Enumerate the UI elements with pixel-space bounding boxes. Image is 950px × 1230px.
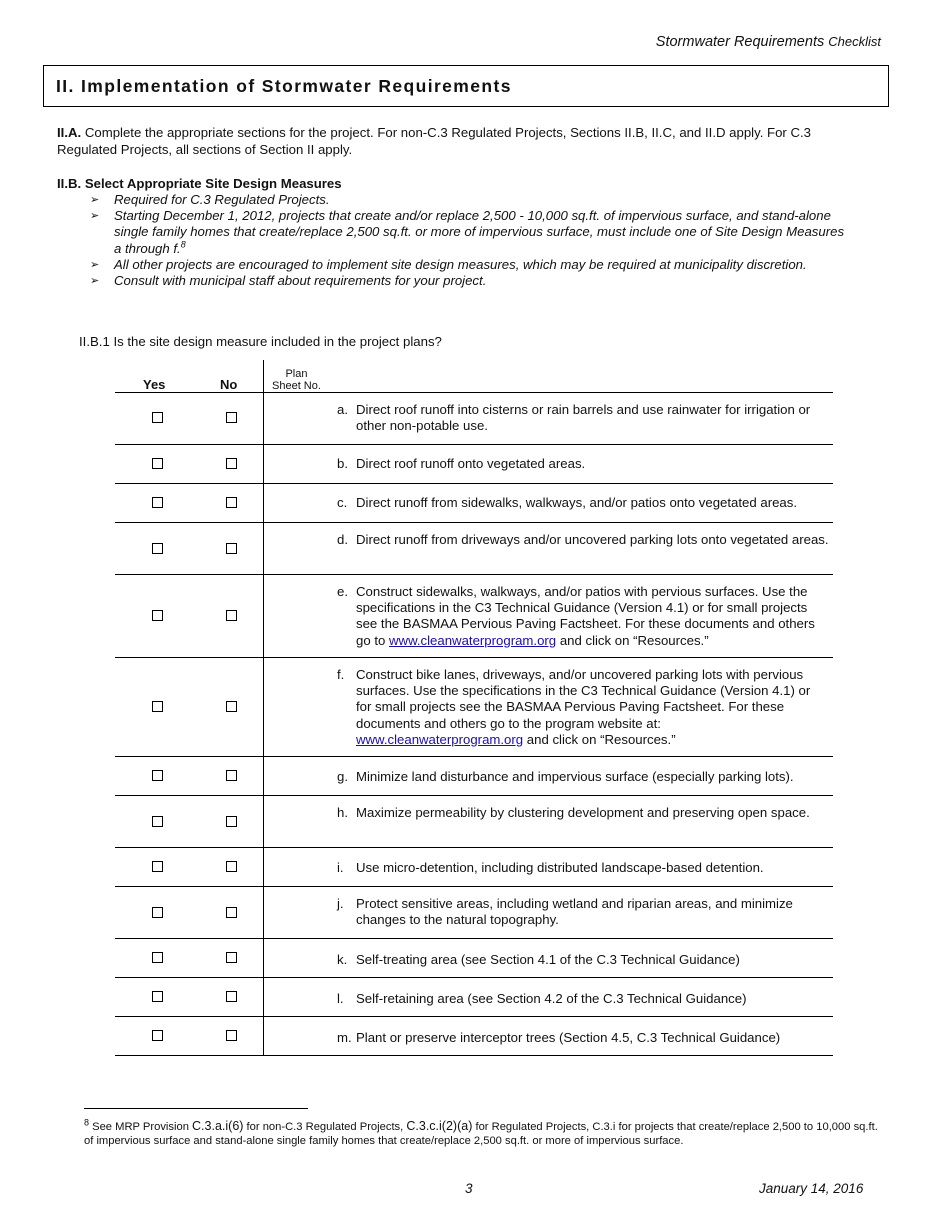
table-row [115,939,833,977]
bullet-text: Required for C.3 Regulated Projects. [114,192,330,207]
table-row [115,523,833,574]
no-checkbox[interactable] [226,991,237,1002]
bullet-item [90,273,848,289]
table-row [115,796,833,847]
resources-link[interactable]: www.cleanwaterprogram.org [389,632,557,648]
table-row [115,757,833,795]
arrow-bullet-icon: ➢ [90,258,100,271]
bullet-text: Starting December 1, 2012, projects that create and/or replace 2,500 - 10,000 sq.ft. of impervious surface, and stand-alone single family homes that create/replace 2,500 sq.ft. or more of impervious surface, must include one of Site Design Measures a through f. [114,208,845,256]
section-title: II. Implementation of Stormwater Requirements [56,76,512,96]
measure-text: f. Construct bike lanes, driveways, and/or uncovered parking lots with pervious surfaces. Use the specifications in the C3 Technical Guidance (Version 4.1) or for small projects see the BASMAA Pervious Paving Factsheet. For these documents and others go to the program website at: www.cleanwaterprogram.org and click on “Resources.” [337,667,811,747]
page-number: 3 [465,1181,473,1196]
measure-text: m. Plant or preserve interceptor trees (Section 4.5, C.3 Technical Guidance) [337,1030,781,1045]
bullet-item [90,257,848,273]
no-checkbox[interactable] [226,610,237,621]
header-title: Stormwater Requirements [655,34,825,50]
no-checkbox[interactable] [226,907,237,918]
table-row [115,1017,833,1055]
yes-checkbox[interactable] [152,861,163,872]
yes-checkbox[interactable] [152,412,163,423]
yes-checkbox[interactable] [152,543,163,554]
no-checkbox[interactable] [226,816,237,827]
table-row [115,484,833,522]
no-checkbox[interactable] [226,412,237,423]
table-row [115,393,833,444]
no-checkbox[interactable] [226,543,237,554]
footnote: $^8$ See MRP Provision C.3.a.i(6) for non-C.3 Regulated Projects, C.3.c.i(2)(a) for Regulated Projects, C.3.i for projects that create/replace 2,500 to 10,000 sq.ft. of impervious surface and stand-alone single family homes that create/replace 2,500 sq.ft. or more of impervious surface. [84,1117,878,1147]
site-design-question: II.B.1 Is the site design measure included in the project plans? [79,334,442,349]
yes-checkbox[interactable] [152,907,163,918]
measure-text: l. Self-retaining area (see Section 4.2 of the C.3 Technical Guidance) [337,991,747,1006]
footnote-separator [84,1108,308,1109]
intro-label: II.A. [57,125,82,140]
arrow-bullet-icon: ➢ [90,194,100,206]
measure-text: k. Self-treating area (see Section 4.1 of the C.3 Technical Guidance) [337,952,740,967]
measure-text: c. Direct runoff from sidewalks, walkways, and/or patios onto vegetated areas. [337,495,798,510]
plan-header-line2: Sheet No. [272,380,321,392]
yes-checkbox[interactable] [152,497,163,508]
footnote-ref: 8 [180,239,186,250]
arrow-bullet-icon: ➢ [90,210,100,223]
program-website-link[interactable]: www.cleanwaterprogram.org [356,731,524,747]
no-checkbox[interactable] [226,952,237,963]
yes-checkbox[interactable] [152,458,163,469]
yes-checkbox[interactable] [152,952,163,963]
table-row [115,658,833,756]
bullet-text: All other projects are encouraged to implement site design measures, which may be required at municipality discretion. [114,256,807,272]
column-header-yes: Yes [143,377,166,392]
footer-date: January 14, 2016 [759,1181,864,1196]
yes-checkbox[interactable] [152,770,163,781]
header-suffix: Checklist [828,34,881,49]
no-checkbox[interactable] [226,861,237,872]
measure-text: a. Direct roof runoff into cisterns or rain barrels and use rainwater for irrigation or other non-potable use. [337,402,811,434]
plan-header-line1: Plan [285,368,308,380]
table-row [115,887,833,938]
no-checkbox[interactable] [226,770,237,781]
bullet-item [90,192,848,208]
measure-text: d. Direct runoff from driveways and/or uncovered parking lots onto vegetated areas. [337,532,829,547]
measure-text: j. Protect sensitive areas, including wetland and riparian areas, and minimize changes to the natural topography. [337,896,793,928]
yes-checkbox[interactable] [152,701,163,712]
table-row [115,575,833,657]
no-checkbox[interactable] [226,497,237,508]
yes-checkbox[interactable] [152,991,163,1002]
arrow-bullet-icon: ➢ [90,275,100,288]
bullet-item [90,208,848,257]
measure-text: h. Maximize permeability by clustering development and preserving open space. [337,805,810,820]
measure-text: b. Direct roof runoff onto vegetated areas. [337,456,586,471]
table-bottom-rule [115,1055,833,1056]
table-row [115,445,833,483]
footnote-number: 8 [84,1117,90,1128]
document-header [656,34,881,50]
no-checkbox[interactable] [226,458,237,469]
measure-text: g. Minimize land disturbance and impervious surface (especially parking lots). [337,769,794,784]
intro-text: Complete the appropriate sections for the project. For non-C.3 Regulated Projects, Sections II.B, II.C, and II.D apply. For C.3 Regulated Projects, all sections of Section II apply. [57,125,812,157]
requirements-bullet-list [90,192,848,289]
table-row [115,848,833,886]
intro-paragraph [57,125,857,158]
no-checkbox[interactable] [226,701,237,712]
yes-checkbox[interactable] [152,1030,163,1041]
section-title-box [43,65,889,107]
column-header-plan-sheet [272,368,321,392]
column-header-no: No [220,377,238,392]
yes-checkbox[interactable] [152,816,163,827]
measure-text: i. Use micro-detention, including distributed landscape-based detention. [337,860,764,875]
measure-text: e. Construct sidewalks, walkways, and/or patios with pervious surfaces. Use the specifications in the C3 Technical Guidance (Version 4.1) or for small projects see the BASMAA Pervious Paving Factsheet. For these documents and others go to www.cleanwaterprogram.org and click on “Resources.” [337,584,815,648]
site-design-heading: II.B. Select Appropriate Site Design Measures [57,176,342,191]
no-checkbox[interactable] [226,1030,237,1041]
yes-checkbox[interactable] [152,610,163,621]
bullet-text: Consult with municipal staff about requirements for your project. [114,273,487,289]
table-row [115,978,833,1016]
